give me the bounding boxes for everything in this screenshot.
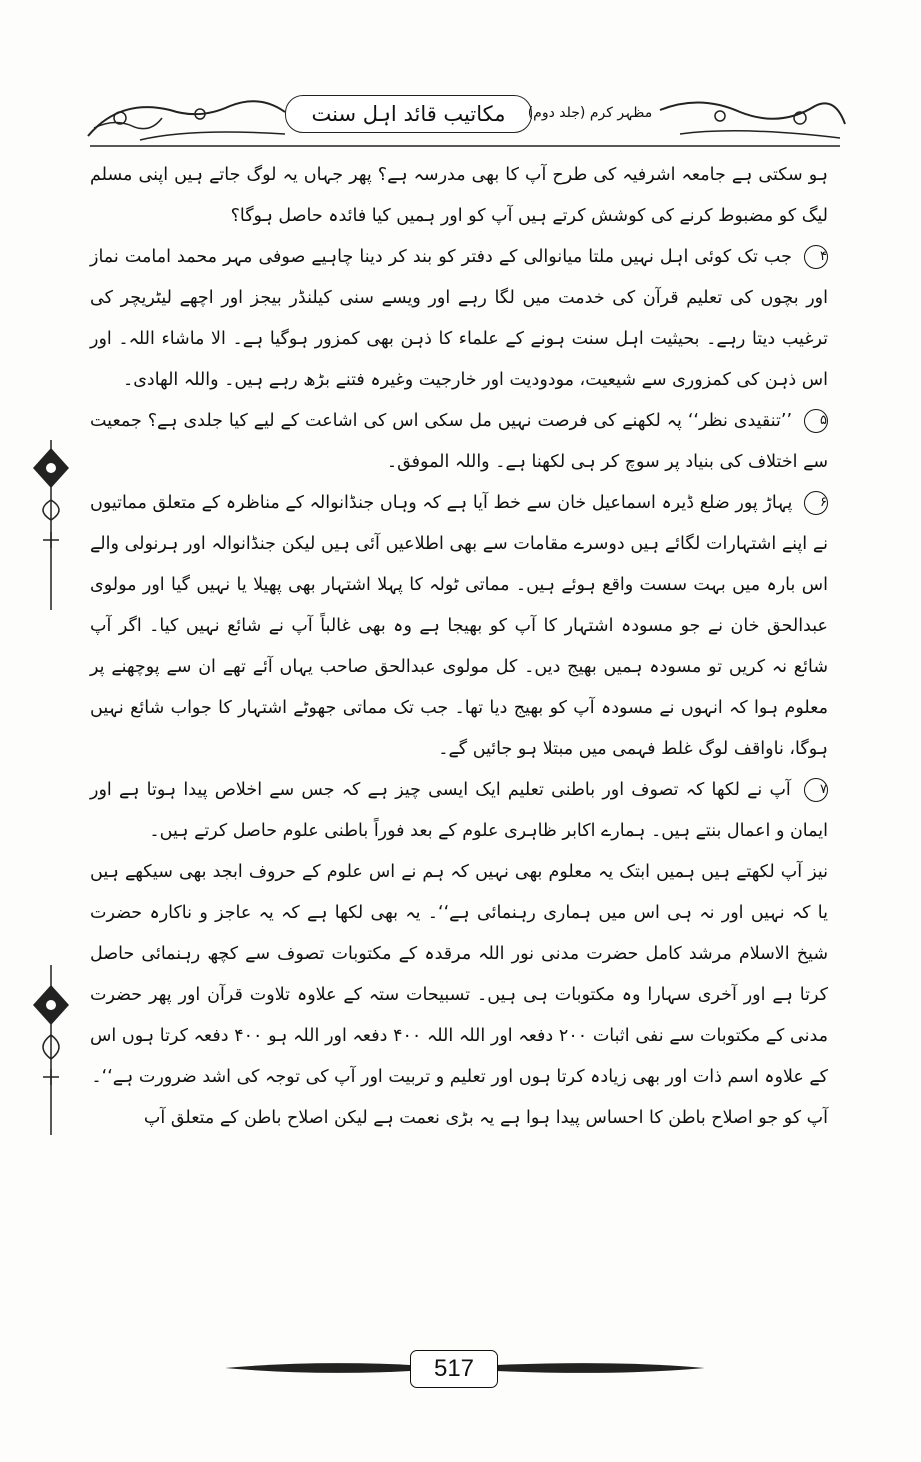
paragraph-text: جب تک کوئی اہل نہیں ملتا میانوالی کے دفتر کو بند کر دینا چاہیے صوفی مہر محمد امامت نماز اور بچوں کی تعلیم قرآن کی خدمت میں لگا رہے اور ویسے سنی کیلنڈر بیجز اور اچھے لیٹریچر کی ترغیب دیتا رہے۔ بحیثیت اہل سنت ہونے کے علماء کا ذہن بھی کمزور ہوگیا ہے۔ الا ماشاء اللہ۔ اور اس ذہن کی کمزوری سے شیعیت، مودودیت اور خارجیت وغیرہ فتنے بڑھ رہے ہیں۔ واللہ الھادی۔ — [90, 247, 828, 390]
paragraph — [90, 852, 828, 1098]
page-header — [80, 88, 850, 150]
numbered-paragraph — [90, 770, 828, 852]
margin-ornament-icon — [25, 440, 77, 610]
paragraph-text: ہو سکتی ہے جامعہ اشرفیہ کی طرح آپ کا بھی مدرسہ ہے؟ پھر جہاں یہ لوگ جاتے ہیں اپنی مسلم لیگ کو مضبوط کرنے کی کوشش کرتے ہیں آپ کو اور ہمیں کیا فائدہ حاصل ہوگا؟ — [90, 165, 828, 226]
margin-ornament-icon — [25, 965, 77, 1135]
paragraph-number: ۴ — [804, 245, 828, 269]
page-footer — [225, 1345, 705, 1395]
page-body — [90, 155, 828, 1139]
paragraph-text: ’’تنقیدی نظر‘‘ پہ لکھنے کی فرصت نہیں مل سکی اس کی اشاعت کے لیے کیا جلدی ہے؟ جمعیت سے اختلاف کی بنیاد پر سوچ کر ہی لکھنا ہے۔ واللہ الموفق۔ — [90, 411, 828, 472]
header-title: مکاتیب قائد اہل سنت — [311, 102, 506, 126]
header-title-box — [285, 95, 532, 133]
paragraph-text: آپ نے لکھا کہ تصوف اور باطنی تعلیم ایک ایسی چیز ہے کہ جس سے اخلاص پیدا ہوتا ہے اور ایمان و اعمال بنتے ہیں۔ ہمارے اکابر ظاہری علوم کے بعد فوراً باطنی علوم حاصل کرتے ہیں۔ — [90, 780, 828, 841]
paragraph-number: ۵ — [804, 409, 828, 433]
paragraph-text: آپ کو جو اصلاح باطن کا احساس پیدا ہوا ہے یہ بڑی نعمت ہے لیکن اصلاح باطن کے متعلق آپ — [143, 1108, 828, 1128]
paragraph-number: ۶ — [804, 491, 828, 515]
paragraph — [90, 1098, 828, 1139]
page-number: 517 — [410, 1350, 498, 1388]
paragraph-number: ۷ — [804, 778, 828, 802]
numbered-paragraph — [90, 237, 828, 401]
paragraph-text: پہاڑ پور ضلع ڈیرہ اسماعیل خان سے خط آیا ہے کہ وہاں جنڈانوالہ کے مناظرہ کے متعلق مماتیوں نے اپنے اشتہارات لگائے ہیں دوسرے مقامات سے بھی اطلاعیں آئی ہیں لیکن جنڈانوالہ اور ہرنولی والے اس بارہ میں بہت سست واقع ہوئے ہیں۔ مماتی ٹولہ کا پہلا اشتہار بھی پھیلا یا نہیں گیا اور مولوی عبدالحق خان نے جو مسودہ اشتہار کا آپ کو بھیجا ہے وہ بھی غالباً آپ نے شائع نہیں کیا۔ اگر آپ شائع نہ کریں تو مسودہ ہمیں بھیج دیں۔ کل مولوی عبدالحق صاحب یہاں آئے تھے ان سے پوچھنے پر معلوم ہوا کہ انہوں نے مسودہ آپ کو بھیج دیا تھا۔ جب تک مماتی جھوٹے اشتہار کا جواب شائع نہیں ہوگا، ناواقف لوگ غلط فہمی میں مبتلا ہو جائیں گے۔ — [90, 493, 828, 759]
header-subtitle: مظہر کرم (جلد دوم) — [527, 105, 653, 121]
numbered-paragraph — [90, 401, 828, 483]
header-subtitle-box — [525, 100, 655, 126]
paragraph — [90, 155, 828, 237]
paragraph-text: نیز آپ لکھتے ہیں ہمیں ابتک یہ معلوم بھی نہیں کہ ہم نے اس علوم کے حروف ابجد بھی سیکھے ہیں یا کہ نہیں اور نہ ہی اس میں ہماری رہنمائی ہے‘‘۔ یہ بھی لکھا ہے کہ یہ عاجز و ناکارہ حضرت شیخ الاسلام مرشد کامل حضرت مدنی نور اللہ مرقدہ کے مکتوبات تصوف سے کچھ رہنمائی حاصل کرتا ہے اور آخری سہارا وہ مکتوبات ہی ہیں۔ تسبیحات ستہ کے علاوہ تلاوت قرآن اور پھر حضرت مدنی کے مکتوبات سے نفی اثبات ۲۰۰ دفعہ اور اللہ اللہ ۴۰۰ دفعہ اور اللہ ہو ۴۰۰ دفعہ کرتا ہوں اس کے علاوہ اسم ذات اور بھی زیادہ کرتا ہوں اور تعلیم و تربیت اور آپ کی توجہ کی اشد ضرورت ہے‘‘۔ — [90, 862, 829, 1087]
numbered-paragraph — [90, 483, 828, 770]
